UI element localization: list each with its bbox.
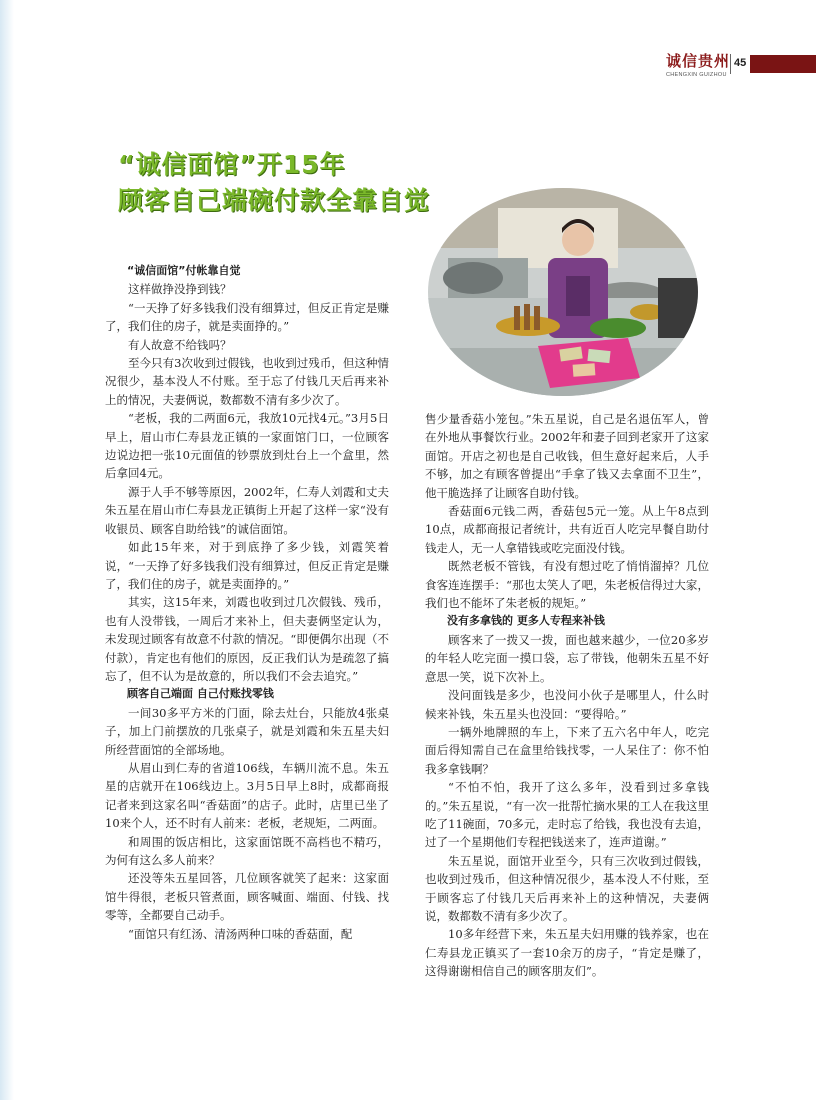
page-number: 45 xyxy=(734,57,747,69)
article-column-1 xyxy=(105,262,389,943)
body-paragraph: 朱五星说，面馆开业至今，只有三次收到过假钱，也收到过残币，但这种情况很少，基本没人不付账，至于顾客忘了付钱几天后再来补上的这种情况，夫妻俩说，数都数不清有多少次了。 xyxy=(425,853,709,923)
noodle-shop-photo xyxy=(428,188,698,396)
magazine-logo xyxy=(666,50,731,78)
body-paragraph: 这样做挣没挣到钱？ xyxy=(128,282,232,297)
body-paragraph: 其实，这15年来，刘霞也收到过几次假钱、残币，也有人没带钱，一周后才来补上，但夫妻俩坚定认为，未发现过顾客有故意不付款的情况。“即便偶尔出现（不付款），肯定也有他们的原因，反正我们认为是疏忽了搞忘了，但不认为是故意的，所以我们不会去追究。” xyxy=(105,595,389,683)
body-paragraph: 香菇面6元钱二两，香菇包5元一笼。从上午8点到10点，成都商报记者统计，共有近百人吃完早餐自助付钱走人，无一人拿错钱或吃完面没付钱。 xyxy=(425,504,709,555)
body-paragraph: 10多年经营下来，朱五星夫妇用赚的钱养家，也在仁寿县龙正镇买了一套10余万的房子，“肯定是赚了，这得谢谢相信自己的顾客朋友们”。 xyxy=(425,927,709,979)
section-subheading: 顾客自己端面 自己付账找零钱 xyxy=(127,687,274,701)
article-column-2 xyxy=(425,410,709,981)
body-paragraph: 没问面钱是多少，也没问小伙子是哪里人，什么时候来补钱，朱五星头也没回：“要得哈。” xyxy=(425,688,709,721)
body-paragraph: 和周围的饭店相比，这家面馆既不高档也不精巧，为何有这么多人前来？ xyxy=(105,834,389,867)
section-subheading: 没有多拿钱的 更多人专程来补钱 xyxy=(447,614,605,628)
body-paragraph: 还没等朱五星回答，几位顾客就笑了起来：这家面馆牛得很，老板只管煮面，顾客喊面、端面、付钱、找零等，全都要自己动手。 xyxy=(105,871,389,923)
body-paragraph: 一辆外地牌照的车上，下来了五六名中年人，吃完面后得知需自己在盒里给钱找零，一人呆住了：你不怕我多拿钱啊？ xyxy=(425,724,709,776)
header-color-bar xyxy=(750,55,816,73)
logo-english: CHENGXIN GUIZHOU xyxy=(666,72,727,78)
article-title-line2: 顾客自己端碗付款全靠自觉 xyxy=(118,186,431,215)
body-paragraph: “一天挣了好多钱我们没有细算过，但反正肯定是赚了，我们住的房子，就是卖面挣的。” xyxy=(105,300,389,334)
body-paragraph: 至今只有3次收到过假钱，也收到过残币，但这种情况很少，基本没人不付账。至于忘了付钱几天后再来补上的情况，夫妻俩说，数都数不清有多少次了。 xyxy=(105,356,389,407)
body-paragraph: “不怕不怕，我开了这么多年，没看到过多拿钱的。”朱五星说，“有一次一批帮忙摘水果的工人在我这里吃了11碗面，70多元，走时忘了给钱，我也没有去追，过了一个星期他们专程把钱送来了，连声道谢。” xyxy=(425,780,709,850)
page-edge-gradient xyxy=(0,0,14,1100)
body-paragraph: “老板，我的二两面6元，我放10元找4元。”3月5日早上，眉山市仁寿县龙正镇的一家面馆门口，一位顾客边说边把一张10元面值的钞票放到灶台上一个盒里，然后拿回4元。 xyxy=(105,411,389,481)
section-subheading: “诚信面馆”付帐靠自觉 xyxy=(127,264,241,277)
body-paragraph: 源于人手不够等原因，2002年，仁寿人刘霞和丈夫朱五星在眉山市仁寿县龙正镇街上开起了这样一家“没有收银员、顾客自助给钱”的诚信面馆。 xyxy=(105,484,389,536)
body-paragraph: 如此15年来，对于到底挣了多少钱，刘霞笑着说，“一天挣了好多钱我们没有细算过，但反正肯定是赚了，我们住的房子，就是卖面挣的。” xyxy=(105,540,389,591)
body-paragraph: 既然老板不管钱，有没有想过吃了悄悄溜掉？几位食客连连摆手：“那也太笑人了吧，朱老板信得过大家，我们也不能坏了朱老板的规矩。” xyxy=(425,559,709,611)
body-paragraph: 售少量香菇小笼包。”朱五星说，自己是名退伍军人，曾在外地从事餐饮行业。2002年和妻子回到老家开了这家面馆。开店之初也是自己收钱，但生意好起来后，人手不够，加之有顾客曾提出“手拿了钱又去拿面不卫生”，他干脆选择了让顾客自助付钱。 xyxy=(425,412,709,500)
body-paragraph: 从眉山到仁寿的省道106线，车辆川流不息。朱五星的店就开在106线边上。3月5日早上8时，成都商报记者来到这家名叫“香菇面”的店子。此时，店里已坐了10来个人，还不时有人前来：老板，老规矩，二两面。 xyxy=(105,760,389,831)
header-divider xyxy=(730,54,731,74)
body-paragraph: 有人故意不给钱吗？ xyxy=(128,337,232,352)
body-paragraph: 顾客来了一拨又一拨，面也越来越少，一位20多岁的年轻人吃完面一摸口袋，忘了带钱，他朝朱五星不好意思一笑，说下次补上。 xyxy=(425,632,709,684)
body-paragraph: 一间30多平方米的门面，除去灶台，只能放4张桌子，加上门前摆放的几张桌子，就是刘霞和朱五星夫妇所经营面馆的全部场地。 xyxy=(105,705,389,757)
article-title-line1: “诚信面馆”开15年 xyxy=(118,150,346,179)
body-paragraph: “面馆只有红汤、清汤两种口味的香菇面，配 xyxy=(128,926,353,941)
logo-chinese: 诚信贵州 xyxy=(666,52,731,70)
